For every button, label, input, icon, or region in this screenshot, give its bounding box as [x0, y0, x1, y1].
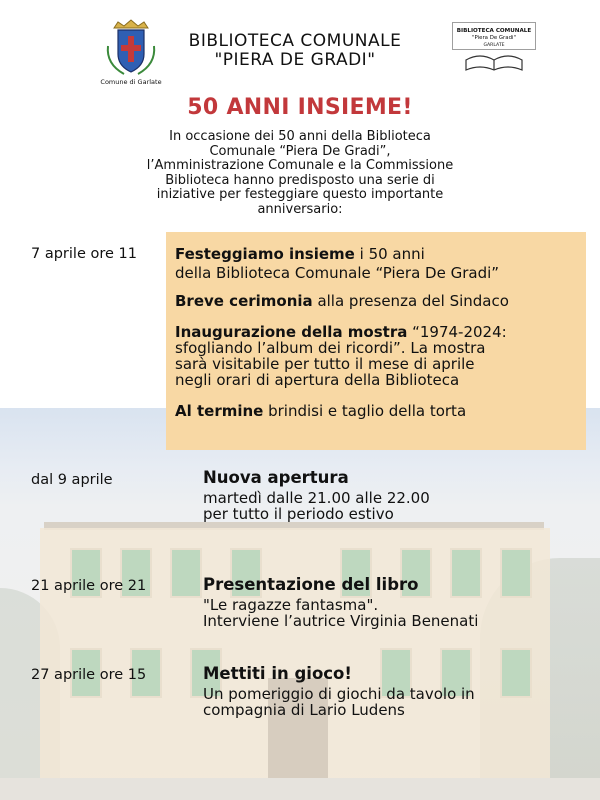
event-title: Nuova apertura [203, 468, 349, 487]
intro-line: Biblioteca hanno predisposto una serie di [165, 172, 435, 188]
event-item-celebration [175, 244, 585, 263]
event-date: dal 9 aprile [31, 472, 113, 488]
event-description-line: compagnia di Lario Ludens [203, 701, 405, 719]
intro-line: iniziative per festeggiare questo importante [156, 187, 444, 202]
item-text: sfogliando l’album dei ricordi”. La mostra [175, 339, 486, 357]
item-text: “1974-2024: [407, 323, 507, 341]
svg-text:"Piera De Gradi": "Piera De Gradi" [472, 35, 516, 41]
library-logo [452, 22, 536, 74]
event-description [203, 597, 478, 629]
event-description [203, 686, 475, 718]
event-description-line: per tutto il periodo estivo [203, 505, 394, 523]
event-description-line: martedì dalle 21.00 alle 22.00 [203, 489, 430, 507]
item-text: i 50 anni [354, 245, 425, 263]
intro-line: anniversario: [257, 201, 343, 217]
item-heading: Breve cerimonia [175, 292, 313, 310]
event-description-line: Un pomeriggio di giochi da tavolo in [203, 685, 475, 703]
item-text: negli orari di apertura della Biblioteca [175, 371, 460, 389]
library-name-heading [150, 32, 440, 70]
intro-line: Comunale “Piera De Gradi”, [209, 143, 391, 159]
library-name-line1: BIBLIOTECA COMUNALE [188, 31, 402, 51]
intro-line: l’Amministrazione Comunale e la Commissione [146, 158, 454, 173]
item-heading: Al termine [175, 402, 264, 420]
event-description-line: "Le ragazze fantasma". [203, 596, 379, 614]
event-item-toast [175, 401, 585, 420]
event-item-exhibition-details [175, 340, 486, 388]
item-heading: Festeggiamo insieme [175, 245, 355, 263]
event-item-ceremony [175, 291, 585, 310]
svg-text:BIBLIOTECA COMUNALE: BIBLIOTECA COMUNALE [456, 28, 532, 34]
library-name-line2: "PIERA DE GRADI" [214, 50, 376, 70]
intro-paragraph [120, 130, 480, 217]
event-title: Presentazione del libro [203, 575, 419, 594]
item-text: sarà visitabile per tutto il mese di aprile [175, 355, 475, 373]
svg-text:GARLATE: GARLATE [483, 43, 505, 48]
main-title: 50 ANNI INSIEME! [187, 95, 413, 120]
intro-line: In occasione dei 50 anni della Biblioteca [169, 129, 431, 144]
event-title: Mettiti in gioco! [203, 664, 352, 683]
event-item-celebration-line2: della Biblioteca Comunale “Piera De Gradi” [175, 264, 500, 282]
event-description [203, 490, 430, 522]
event-description-line: Interviene l’autrice Virginia Benenati [203, 612, 479, 630]
item-text: alla presenza del Sindaco [312, 292, 509, 310]
item-heading: Inaugurazione della mostra [175, 323, 408, 341]
event-date: 21 aprile ore 21 [31, 578, 147, 594]
svg-text:Comune di Garlate: Comune di Garlate [100, 78, 162, 86]
event-date: 27 aprile ore 15 [31, 667, 147, 683]
item-text: brindisi e taglio della torta [263, 402, 467, 420]
event-date: 7 aprile ore 11 [31, 246, 137, 262]
